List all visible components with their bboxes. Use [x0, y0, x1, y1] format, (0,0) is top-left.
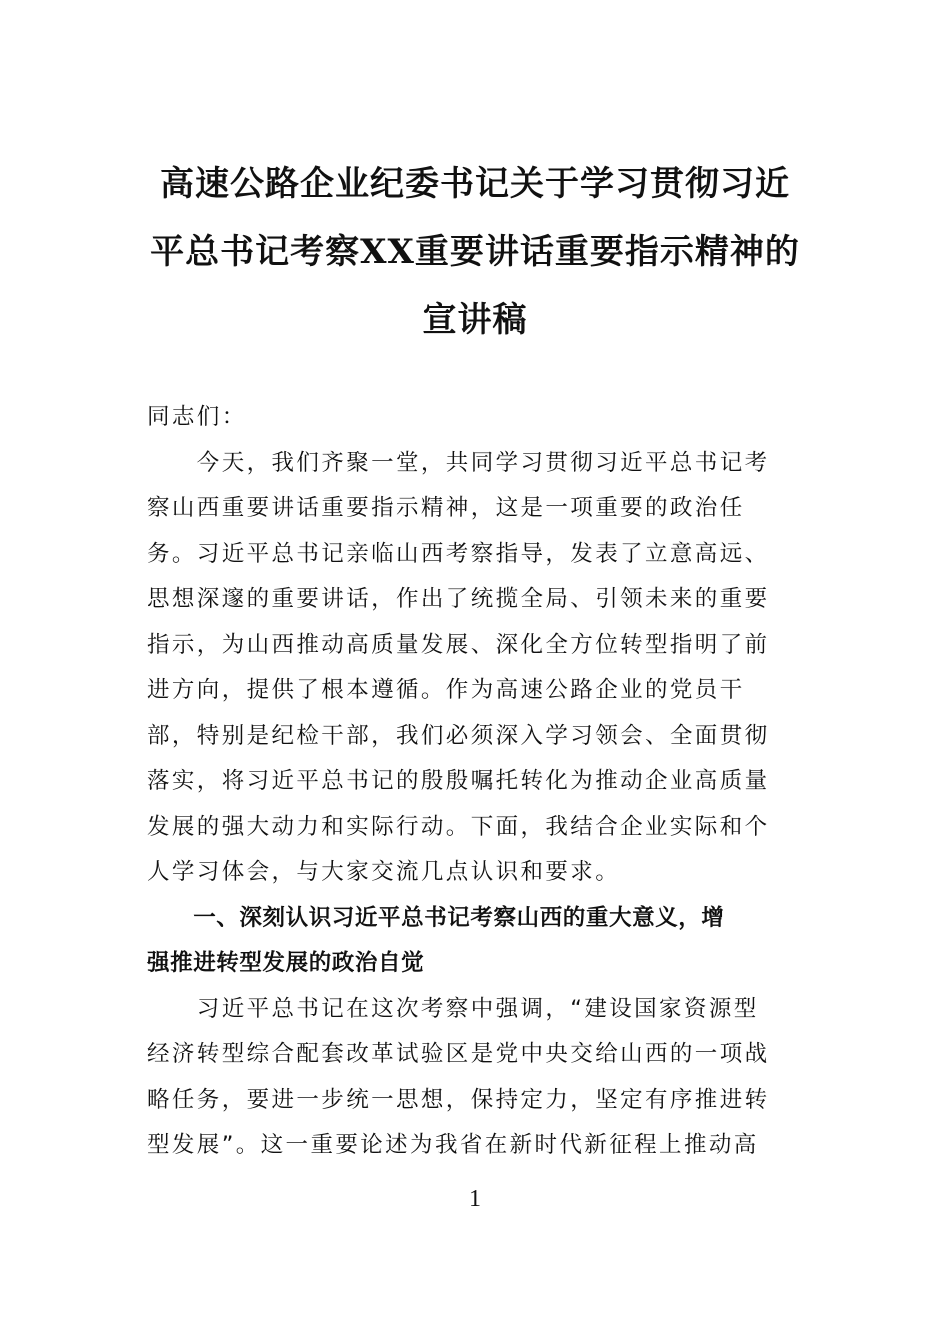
paragraph-line: 习近平总书记在这次考察中强调，“建设国家资源型: [147, 995, 759, 1022]
document-title: [120, 150, 830, 354]
section-heading: 一、深刻认识习近平总书记考察山西的重大意义，增: [147, 904, 725, 931]
paragraph-line: 思想深邃的重要讲话，作出了统揽全局、引领未来的重要: [147, 586, 770, 612]
paragraph-line: 经济转型综合配套改革试验区是党中央交给山西的一项战: [147, 1041, 770, 1067]
paragraph-line: 型发展”。这一重要论述为我省在新时代新征程上推动高: [147, 1132, 759, 1158]
document-body: [147, 395, 787, 1169]
paragraph-line: 察山西重要讲话重要指示精神，这是一项重要的政治任: [147, 495, 745, 521]
paragraph-line: 略任务，要进一步统一思想，保持定力，坚定有序推进转: [147, 1086, 770, 1113]
paragraph-line: 落实，将习近平总书记的殷殷嘱托转化为推动企业高质量: [147, 768, 770, 794]
paragraph-line: 今天，我们齐聚一堂，共同学习贯彻习近平总书记考: [147, 449, 770, 476]
paragraph-line: 发展的强大动力和实际行动。下面，我结合企业实际和个: [147, 813, 770, 840]
salutation: 同志们：: [147, 404, 247, 430]
paragraph-line: 人学习体会，与大家交流几点认识和要求。: [147, 859, 621, 885]
title-line: 高速公路企业纪委书记关于学习贯彻习近: [160, 164, 790, 204]
paragraph-line: 进方向，提供了根本遵循。作为高速公路企业的党员干: [147, 677, 745, 703]
paragraph-line: 指示，为山西推动高质量发展、深化全方位转型指明了前: [147, 631, 770, 658]
paragraph-line: 务。习近平总书记亲临山西考察指导，发表了立意高远、: [147, 540, 770, 567]
title-line: 平总书记考察XX重要讲话重要指示精神的: [150, 232, 800, 272]
title-line: 宣讲稿: [422, 300, 528, 340]
section-heading: 强推进转型发展的政治自觉: [147, 950, 425, 976]
paragraph-line: 部，特别是纪检干部，我们必须深入学习领会、全面贯彻: [147, 722, 770, 749]
page-number: 1: [469, 1186, 481, 1212]
